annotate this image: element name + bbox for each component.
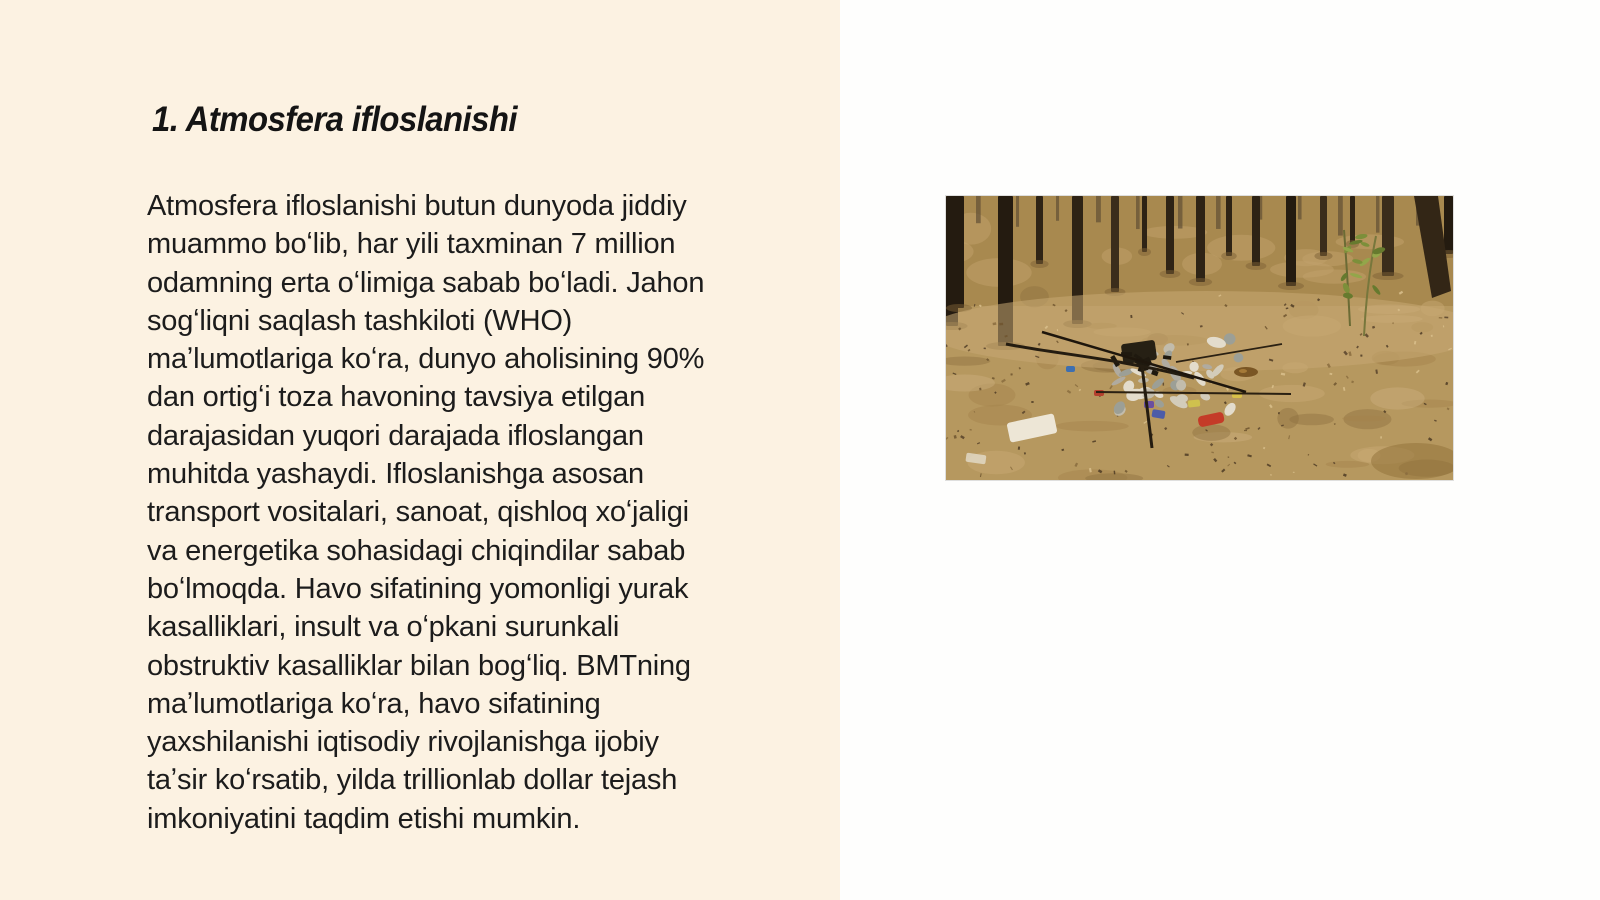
slide-paragraph — [147, 187, 704, 838]
paragraph-line: imkoniyatini taqdim etishi mumkin. — [147, 802, 581, 835]
paragraph-line: odamning erta oʻlimiga sabab boʻladi. Jahon — [147, 266, 705, 299]
paragraph-line: transport vositalari, sanoat, qishloq xoʻjaligi — [147, 496, 689, 529]
paragraph-line: muhitda yashaydi. Ifloslanishga asosan — [147, 458, 644, 491]
paragraph-line: kasalliklari, insult va oʻpkani surunkali — [147, 611, 620, 644]
paragraph-line: boʻlmoqda. Havo sifatining yomonligi yurak — [147, 572, 689, 605]
paragraph-line: darajasidan yuqori darajada ifloslangan — [147, 419, 644, 452]
paragraph-line: dan ortigʻi toza havoning tavsiya etilgan — [147, 381, 646, 414]
paragraph-line: obstruktiv kasalliklar bilan bogʻliq. BMTning — [147, 649, 691, 682]
paragraph-line: yaxshilanishi iqtisodiy rivojlanishga ijobiy — [147, 726, 659, 759]
forest-litter-photo-canvas — [946, 196, 1453, 480]
paragraph-line: taʼsir koʻrsatib, yilda trillionlab dollar tejash — [147, 764, 678, 797]
paragraph-line: muammo boʻlib, har yili taxminan 7 million — [147, 228, 676, 261]
slide-title: 1. Atmosfera ifloslanishi — [152, 100, 517, 139]
paragraph-line: maʼlumotlariga koʻra, havo sifatining — [147, 687, 601, 720]
paragraph-line: va energetika sohasidagi chiqindilar sabab — [147, 534, 686, 567]
paragraph-line: sogʻliqni saqlash tashkiloti (WHO) — [147, 304, 573, 337]
paragraph-line: maʼlumotlariga koʻra, dunyo aholisining 90% — [147, 343, 705, 376]
forest-litter-photo — [946, 196, 1453, 480]
paragraph-line: Atmosfera ifloslanishi butun dunyoda jiddiy — [147, 190, 687, 222]
